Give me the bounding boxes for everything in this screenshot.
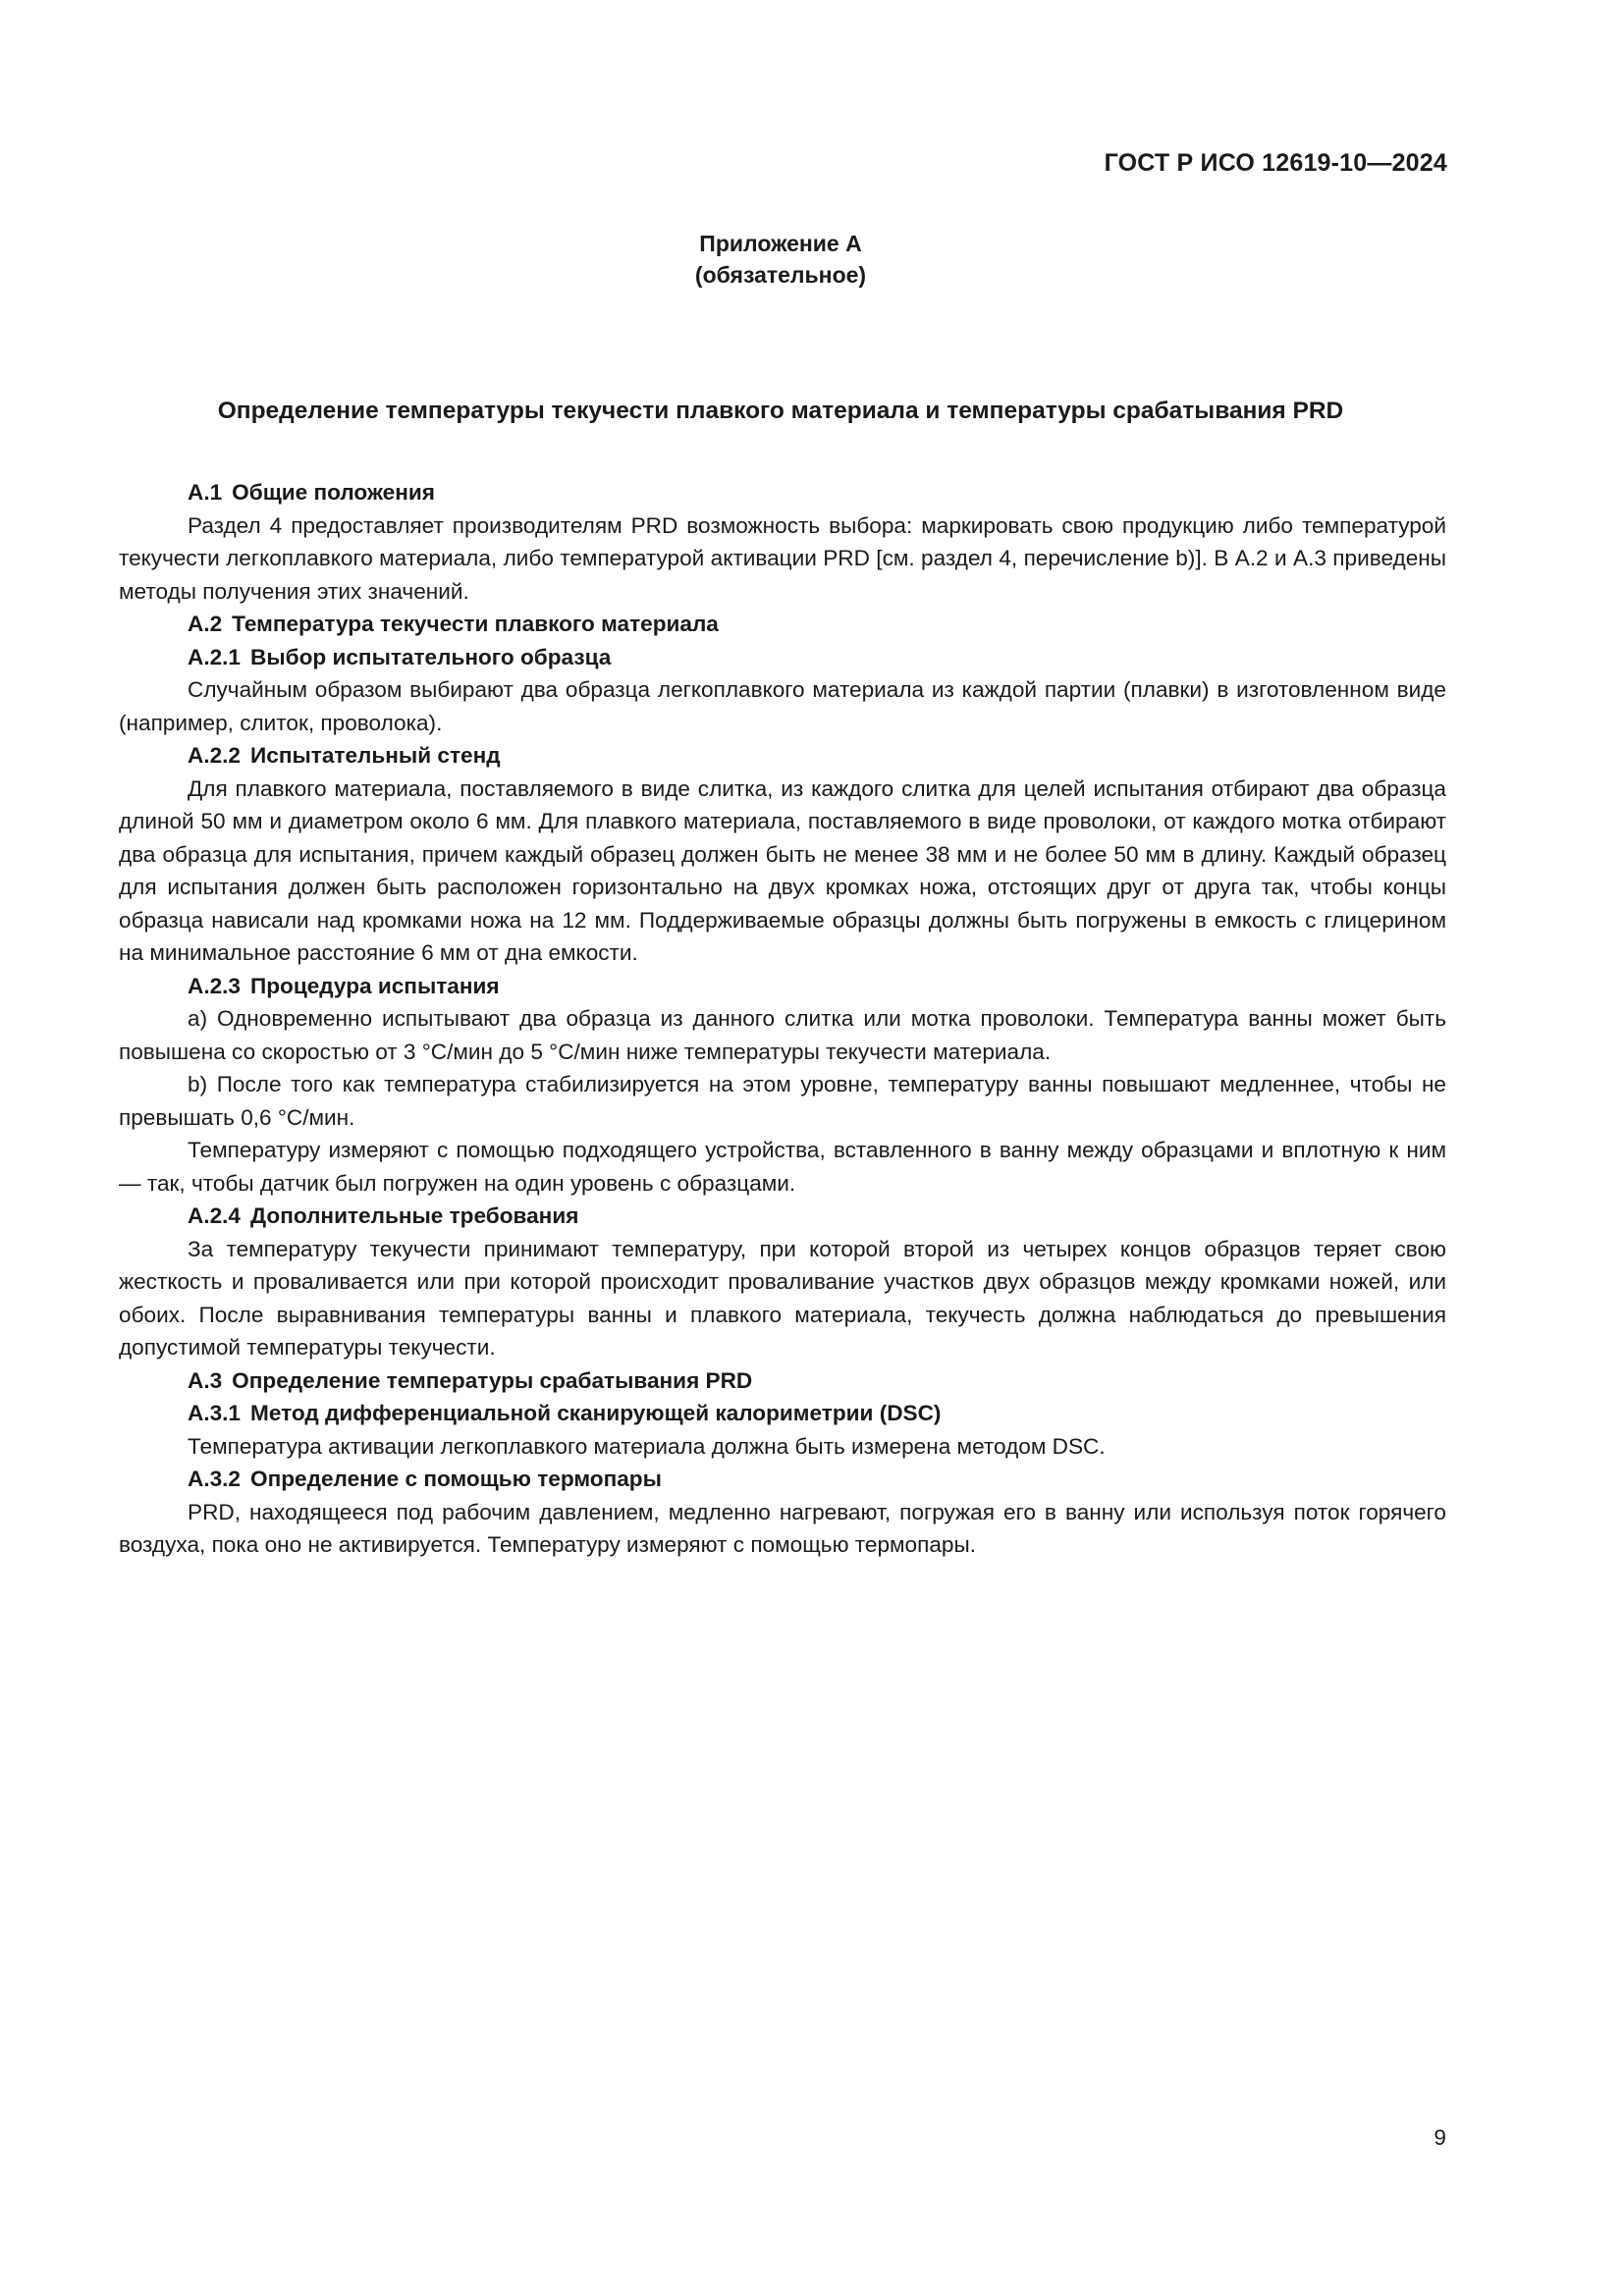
section-number: А.2.2	[188, 743, 242, 768]
section-title: Испытательный стенд	[250, 743, 501, 768]
annex-title: Определение температуры текучести плавкого материала и температуры срабатывания PRD	[217, 398, 1344, 424]
section-heading-a31	[119, 1397, 1446, 1430]
annex-label: Приложение А	[699, 231, 862, 256]
document-code: ГОСТ Р ИСО 12619-10—2024	[1104, 149, 1447, 177]
list-item-a: a) Одновременно испытывают два образца из данного слитка или мотка проволоки. Температура ванны может быть повышена со скоростью от 3 °C/мин до 5 °C/мин ниже температуры текучести материала.	[119, 1006, 1446, 1064]
list-item-b: b) После того как температура стабилизируется на этом уровне, температуру ванны повышают медленнее, чтобы не превышать 0,6 °C/мин.	[119, 1072, 1446, 1130]
section-heading-a23	[119, 970, 1446, 1003]
paragraph: Случайным образом выбирают два образца легкоплавкого материала из каждой партии (плавки) в изготовленном виде (например, слиток, проволока).	[119, 677, 1446, 735]
section-title: Определение температуры срабатывания PRD	[232, 1367, 753, 1393]
section-number: А.2.4	[188, 1203, 242, 1228]
section-number: А.2.1	[188, 644, 242, 669]
section-title: Температура текучести плавкого материала	[232, 612, 719, 636]
paragraph: PRD, находящееся под рабочим давлением, медленно нагревают, погружая его в ванну или используя поток горячего воздуха, пока оно не активируется. Температуру измеряют с помощью термопары.	[119, 1499, 1446, 1557]
section-heading-a2	[119, 608, 1446, 641]
paragraph: Для плавкого материала, поставляемого в виде слитка, из каждого слитка для целей испытания отбирают два образца длиной 50 мм и диаметром около 6 мм. Для плавкого материала, поставляемого в виде проволоки, от каждого мотка отбирают два образца для испытания, причем каждый образец должен быть не менее 38 мм и не более 50 мм в длину. Каждый образец для испытания должен быть расположен горизонтально на двух кромках ножа, отстоящих друг от друга так, чтобы концы образца нависали над кромками ножа на 12 мм. Поддерживаемые образцы должны быть погружены в емкость с глицерином на минимальное расстояние 6 мм от дна емкости.	[119, 775, 1446, 965]
section-heading-a21	[119, 641, 1446, 674]
section-number: А.2	[188, 612, 223, 636]
section-heading-a1	[119, 476, 1446, 509]
annex-heading	[0, 228, 1561, 291]
section-title: Определение с помощью термопары	[250, 1467, 662, 1491]
paragraph: Температуру измеряют с помощью подходящего устройства, вставленного в ванну между образцами и вплотную к ним — так, чтобы датчик был погружен на один уровень с образцами.	[119, 1138, 1446, 1196]
paragraph: Раздел 4 предоставляет производителям PRD возможность выбора: маркировать свою продукцию либо температурой текучести легкоплавкого материала, либо температурой активации PRD [см. раздел 4, перечисление b)]. В А.2 и А.3 приведены методы получения этих значений.	[119, 512, 1446, 604]
section-heading-a22	[119, 739, 1446, 773]
section-number: А.1	[188, 480, 223, 505]
section-heading-a24	[119, 1200, 1446, 1233]
annex-status: (обязательное)	[694, 262, 867, 288]
paragraph: За температуру текучести принимают температуру, при которой второй из четырех концов образцов теряет свою жесткость и проваливается или при которой происходит проваливание участков двух образцов между кромками ножей, или обоих. После выравнивания температуры ванны и плавкого материала, текучесть должна наблюдаться до превышения допустимой температуры текучести.	[119, 1236, 1446, 1360]
page-number: 9	[1434, 2125, 1446, 2150]
section-title: Метод дифференциальной сканирующей калориметрии (DSC)	[250, 1401, 942, 1425]
section-title: Общие положения	[232, 480, 435, 505]
section-title: Дополнительные требования	[250, 1203, 579, 1228]
section-heading-a32	[119, 1463, 1446, 1496]
paragraph: Температура активации легкоплавкого материала должна быть измерена методом DSC.	[188, 1433, 1106, 1459]
section-title: Процедура испытания	[250, 973, 500, 998]
section-number: А.3	[188, 1367, 223, 1393]
section-number: А.2.3	[188, 973, 242, 998]
document-body	[119, 476, 1446, 1562]
section-number: А.3.1	[188, 1401, 242, 1425]
section-title: Выбор испытательного образца	[250, 644, 612, 669]
section-number: А.3.2	[188, 1467, 242, 1491]
section-heading-a3	[119, 1364, 1446, 1398]
